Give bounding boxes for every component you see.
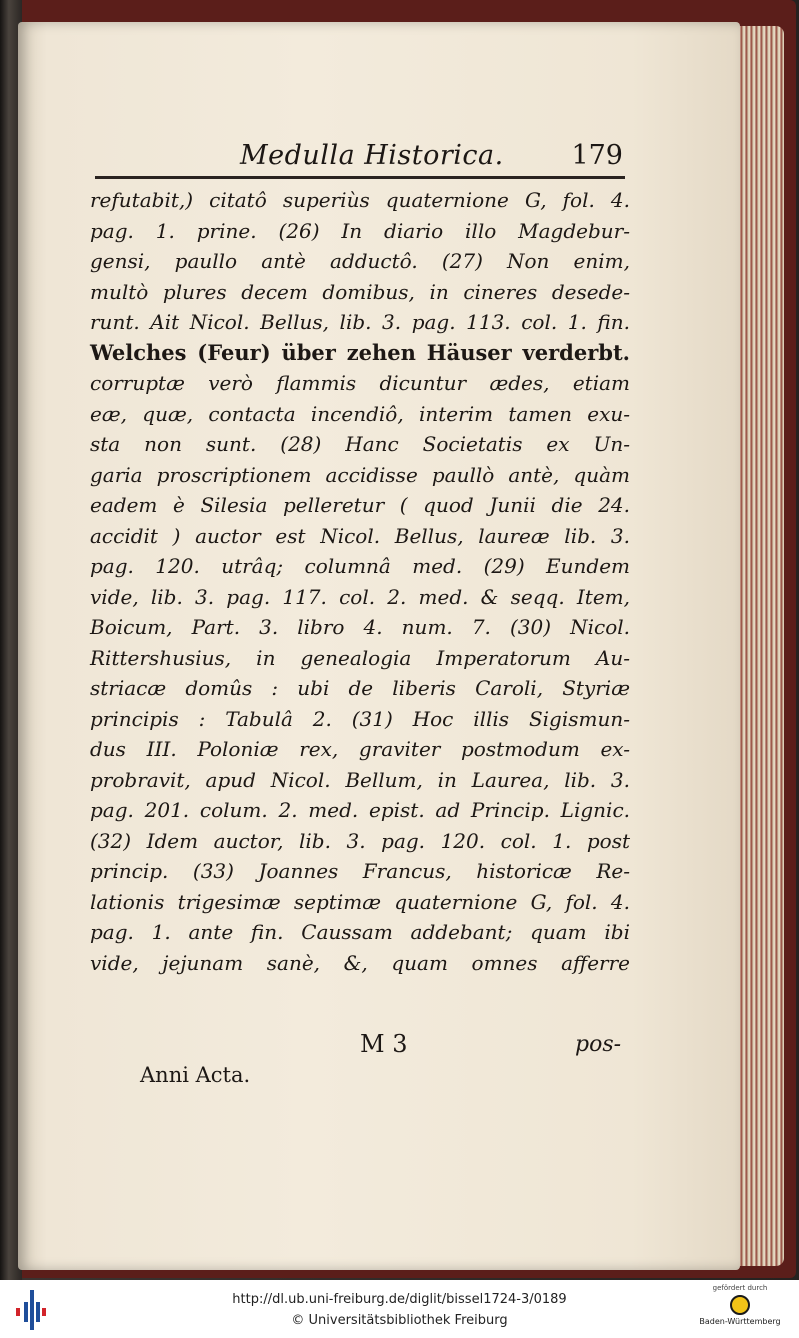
text-line: striacæ domûs : ubi de liberis Caroli, Styriæ xyxy=(90,676,630,700)
sponsor-name: Baden-Württemberg xyxy=(699,1317,781,1326)
text-line: (32) Idem auctor, lib. 3. pag. 120. col. 1. post xyxy=(90,828,630,853)
text-line: corruptæ verò flammis dicuntur ædes, etiam xyxy=(90,371,630,395)
copyright-notice: © Universitätsbibliothek Freiburg xyxy=(291,1313,508,1328)
text-line: probravit, apud Nicol. Bellum, in Laurea, lib. 3. xyxy=(90,767,630,792)
text-line: sta non sunt. (28) Hanc Societatis ex Un- xyxy=(90,432,630,456)
text-line: vide, lib. 3. pag. 117. col. 2. med. & seqq. Item, xyxy=(90,584,630,609)
text-line: eadem è Silesia pelleretur ( quod Junii die 24. xyxy=(90,493,630,517)
page-number: 179 xyxy=(571,140,623,171)
text-line-blackletter: Welches (Feur) über zehen Häuser verderbt. xyxy=(90,339,630,365)
permalink-url[interactable]: http://dl.ub.uni-freiburg.de/diglit/bissel1724-3/0189 xyxy=(232,1292,567,1307)
text-line: pag. 201. colum. 2. med. epist. ad Princip. Lignic. xyxy=(90,798,630,822)
text-line: multò plures decem domibus, in cineres desede- xyxy=(90,279,630,304)
text-line: dus III. Poloniæ rex, graviter postmodum ex- xyxy=(90,737,630,761)
sponsor-logo xyxy=(690,1284,790,1336)
sponsor-caption: gefördert durch xyxy=(712,1284,768,1292)
text-line: eæ, quæ, contacta incendiô, interim tamen exu- xyxy=(90,401,630,426)
text-line: lationis trigesimæ septimæ quaternione G, fol. 4. xyxy=(90,889,630,914)
state-seal-icon xyxy=(730,1295,750,1315)
footer-bar xyxy=(0,1280,799,1338)
text-line: pag. 120. utrâq; columnâ med. (29) Eundem xyxy=(90,554,630,578)
catchword: pos- xyxy=(575,1032,622,1057)
body-text xyxy=(90,185,630,978)
text-line: accidit ) auctor est Nicol. Bellus, laureæ lib. 3. xyxy=(90,523,630,548)
running-title: Medulla Historica. xyxy=(240,140,504,171)
previous-page-catchword: Anni Acta. xyxy=(140,1063,251,1087)
text-line: refutabit,) citatô superiùs quaternione G, fol. 4. xyxy=(90,188,630,212)
text-line: gensi, paullo antè adductô. (27) Non enim, xyxy=(90,249,630,273)
text-line: runt. Ait Nicol. Bellus, lib. 3. pag. 113. col. 1. fin. xyxy=(90,310,630,334)
text-line: vide, jejunam sanè, &, quam omnes afferre xyxy=(90,950,630,975)
text-line: pag. 1. prine. (26) In diario illo Magdebur- xyxy=(90,218,630,243)
head-rule xyxy=(95,176,625,179)
text-line: princip. (33) Joannes Francus, historicæ Re- xyxy=(90,859,630,883)
signature-mark: M 3 xyxy=(360,1030,408,1058)
text-line: Rittershusius, in genealogia Imperatorum Au- xyxy=(90,645,630,670)
text-line: Boicum, Part. 3. libro 4. num. 7. (30) Nicol. xyxy=(90,615,630,639)
running-head xyxy=(95,140,625,180)
text-line: garia proscriptionem accidisse paullò antè, quàm xyxy=(90,462,630,487)
text-line: pag. 1. ante fin. Caussam addebant; quam ibi xyxy=(90,920,630,944)
text-line: principis : Tabulâ 2. (31) Hoc illis Sigismun- xyxy=(90,706,630,731)
